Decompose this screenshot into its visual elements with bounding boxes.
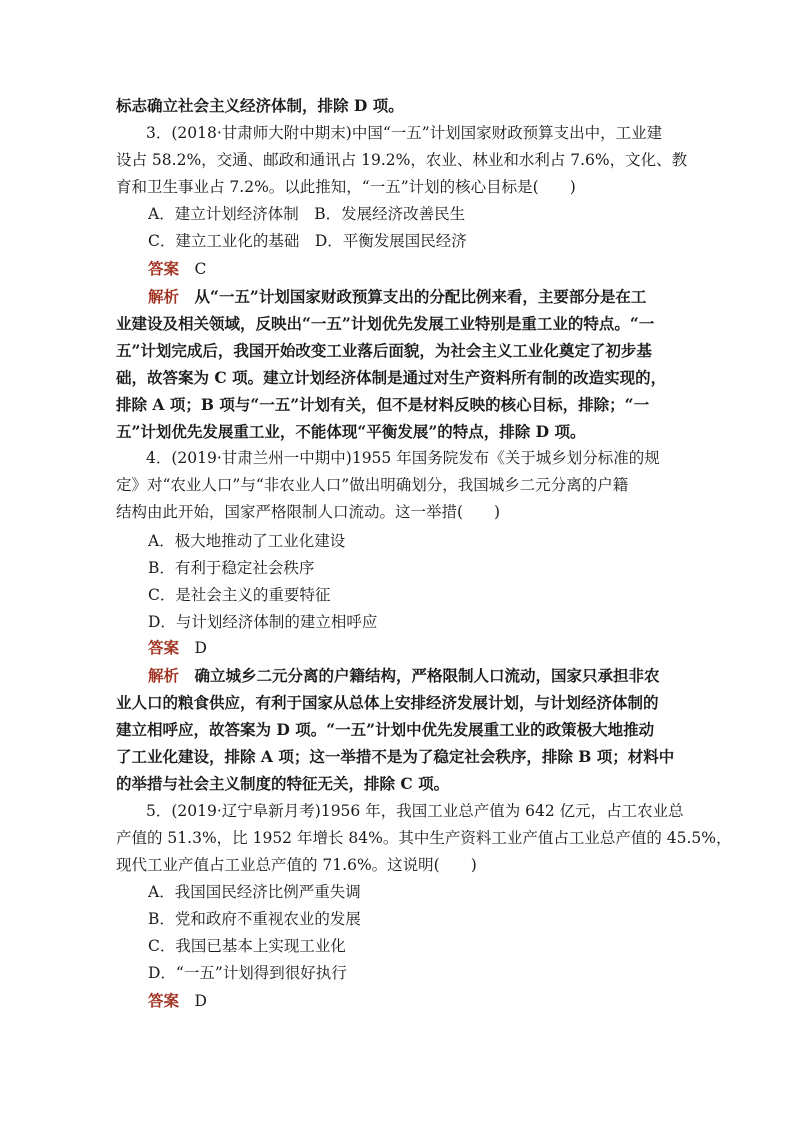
- text-line: [116, 770, 786, 798]
- text-segment: 从“一五”计划国家财政预算支出的分配比例来看，主要部分是在工: [179, 287, 647, 306]
- option-line: [148, 906, 768, 933]
- text-segment: A．极大地推动了工业化建设: [148, 532, 346, 550]
- text-segment: 3．(2018·甘肃师大附中期末)中国“一五”计划国家财政预算支出中，工业建: [146, 124, 663, 142]
- text-segment: 定》对“农业人口”与“非农业人口”做出明确划分，我国城乡二元分离的户籍: [116, 476, 629, 494]
- option-line: [148, 960, 768, 987]
- text-segment: 业建设及相关领域，反映出“一五”计划优先发展工业特别是重工业的特点。“一: [116, 314, 655, 333]
- text-segment: 建立相呼应，故答案为 D 项。“一五”计划中优先发展重工业的政策极大地推动: [116, 720, 655, 739]
- answer-value: C: [179, 260, 207, 278]
- text-line: [116, 825, 786, 852]
- option-line: [148, 228, 768, 255]
- text-line: [116, 92, 776, 120]
- text-line: [116, 391, 786, 419]
- option-line: [148, 609, 768, 636]
- analysis-label: 解析: [148, 666, 180, 685]
- answer-line: [148, 634, 768, 662]
- analysis-line: [148, 283, 788, 311]
- text-line: [116, 743, 786, 771]
- text-line: [116, 147, 786, 174]
- analysis-label: 解析: [148, 287, 180, 306]
- text-segment: 五”计划完成后，我国开始改变工业落后面貌，为社会主义工业化奠定了初步基: [116, 341, 652, 360]
- answer-line: [148, 255, 768, 283]
- text-segment: D．“一五”计划得到很好执行: [148, 964, 347, 982]
- text-line: [116, 418, 786, 446]
- text-segment: 排除 A 项；B 项与“一五”计划有关，但不是材料反映的核心目标，排除；“一: [116, 395, 650, 414]
- question-5-line: [146, 798, 786, 825]
- text-segment: 设占 58.2%，交通、邮政和通讯占 19.2%，农业、林业和水利占 7.6%，文化、教: [116, 151, 688, 169]
- text-segment: B．有利于稳定社会秩序: [148, 559, 315, 577]
- text-line: [116, 499, 786, 526]
- text-line: [116, 174, 786, 201]
- text-segment: D．与计划经济体制的建立相呼应: [148, 613, 378, 631]
- analysis-line: [148, 662, 788, 690]
- answer-line: [148, 987, 768, 1015]
- text-segment: 育和卫生事业占 7.2%。以此推知，“一五”计划的核心目标是( ): [116, 178, 576, 196]
- text-line: [116, 472, 786, 499]
- text-segment: 产值的 51.3%，比 1952 年增长 84%。其中生产资料工业产值占工业总产值的 45.5%，: [116, 829, 732, 847]
- option-line: [148, 201, 768, 228]
- text-segment: C．是社会主义的重要特征: [148, 586, 331, 604]
- answer-label: 答案: [148, 638, 180, 657]
- text-segment: 5．(2019·辽宁阜新月考)1956 年，我国工业总产值为 642 亿元，占工农业总: [146, 802, 684, 820]
- text-segment: 确立城乡二元分离的户籍结构，严格限制人口流动，国家只承担非农: [179, 666, 660, 685]
- text-segment: C．我国已基本上实现工业化: [148, 937, 346, 955]
- question-3-line: [146, 120, 786, 147]
- text-segment: 的举措与社会主义制度的特征无关，排除 C 项。: [116, 774, 450, 793]
- text-segment: 现代工业产值占工业总产值的 71.6%。这说明( ): [116, 856, 477, 874]
- text-segment: 础，故答案为 C 项。建立计划经济体制是通过对生产资料所有制的改造实现的，: [116, 368, 667, 387]
- option-line: [148, 555, 768, 582]
- answer-value: D: [179, 992, 207, 1010]
- option-line: [148, 528, 768, 555]
- text-segment: 了工业化建设，排除 A 项；这一举措不是为了稳定社会秩序，排除 B 项；材料中: [116, 747, 675, 766]
- text-segment: 4．(2019·甘肃兰州一中期中)1955 年国务院发布《关于城乡划分标准的规: [146, 449, 660, 467]
- option-line: [148, 879, 768, 906]
- answer-label: 答案: [148, 259, 180, 278]
- text-line: [116, 716, 786, 744]
- text-line: [116, 310, 786, 338]
- option-line: [148, 933, 768, 960]
- text-segment: 五”计划优先发展重工业，不能体现“平衡发展”的特点，排除 D 项。: [116, 422, 586, 441]
- text-segment: 业人口的粮食供应，有利于国家从总体上安排经济发展计划，与计划经济体制的: [116, 693, 659, 712]
- answer-label: 答案: [148, 991, 180, 1010]
- text-segment: C．建立工业化的基础 D．平衡发展国民经济: [148, 232, 467, 250]
- text-line: [116, 689, 786, 717]
- text-line: [116, 337, 786, 365]
- text-segment: A．建立计划经济体制 B．发展经济改善民生: [148, 205, 466, 223]
- text-segment: 标志确立社会主义经济体制，排除 D 项。: [116, 96, 404, 115]
- option-line: [148, 582, 768, 609]
- answer-value: D: [179, 639, 207, 657]
- text-line: [116, 852, 786, 879]
- text-segment: 结构由此开始，国家严格限制人口流动。这一举措( ): [116, 503, 501, 521]
- text-segment: B．党和政府不重视农业的发展: [148, 910, 361, 928]
- text-segment: A．我国国民经济比例严重失调: [148, 883, 361, 901]
- question-4-line: [146, 445, 786, 472]
- text-line: [116, 364, 786, 392]
